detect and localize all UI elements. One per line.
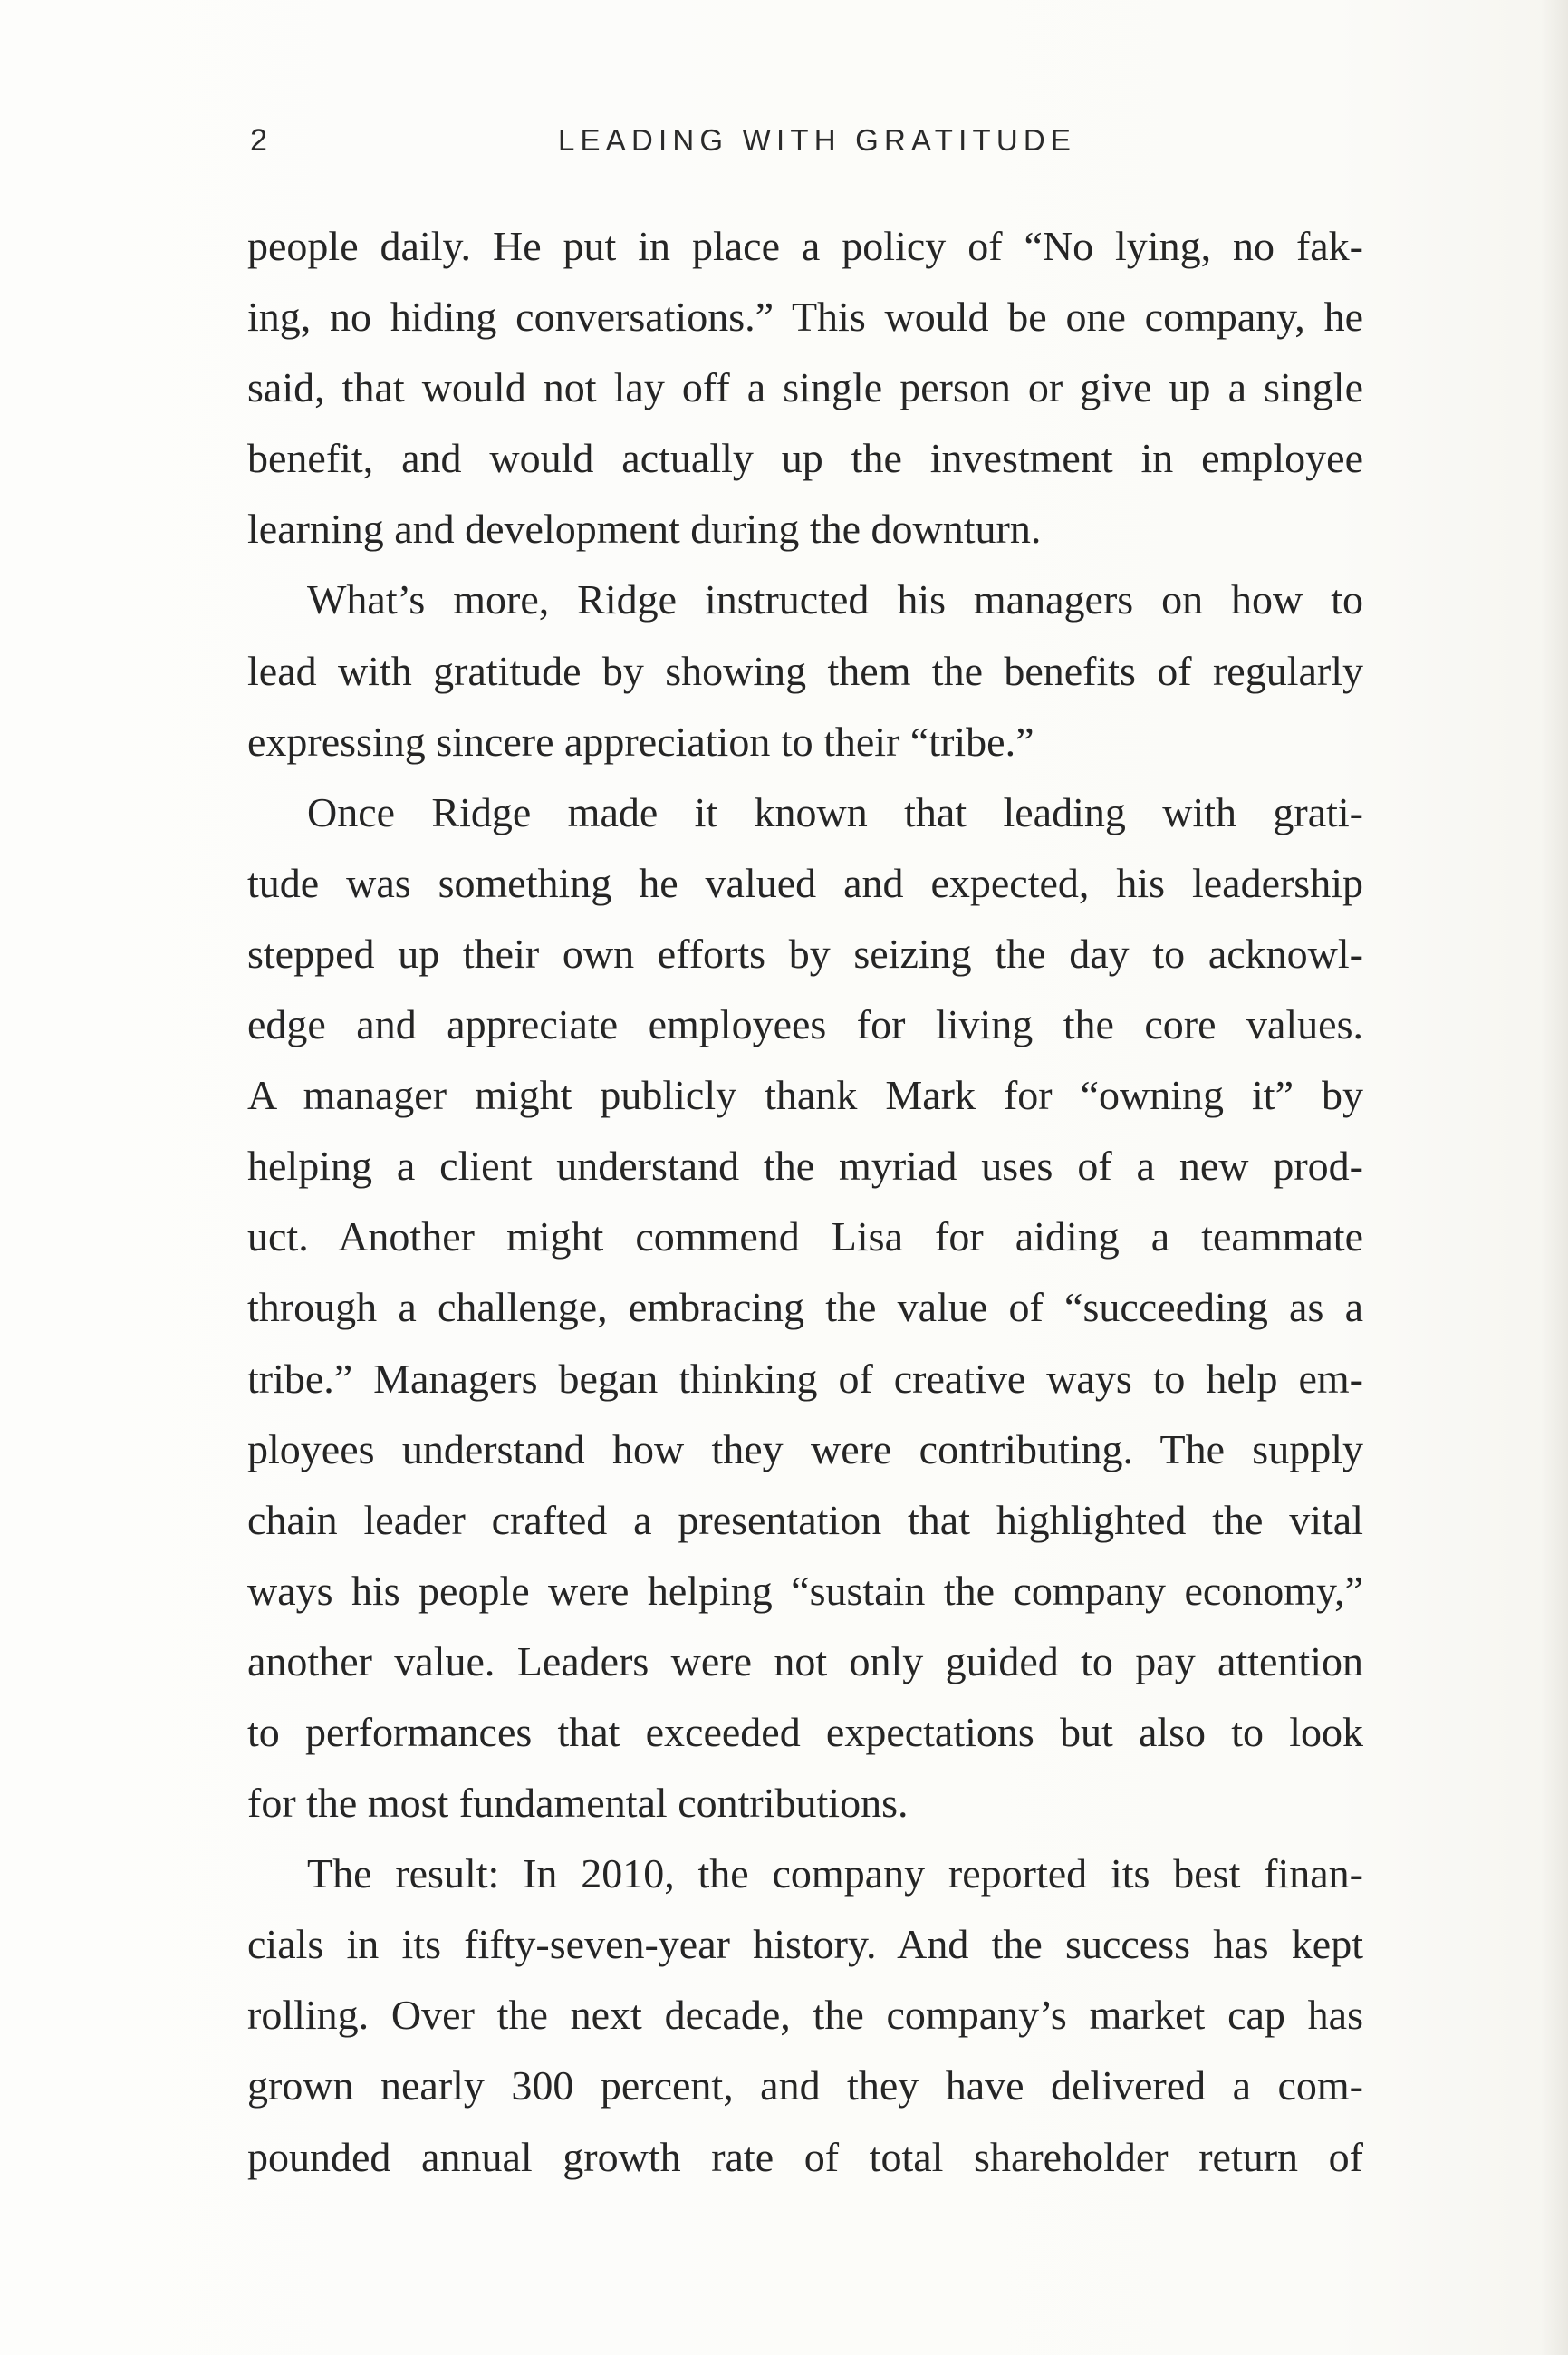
- text-line: ing, no hiding conversations.” This would be one company, he: [247, 294, 1363, 341]
- text-line: benefit, and would actually up the investment in employee: [247, 435, 1363, 482]
- text-line: Once Ridge made it known that leading with grati-: [307, 788, 1363, 835]
- text-line: tribe.” Managers began thinking of creative ways to help em-: [247, 1355, 1363, 1402]
- page-number: 2: [250, 123, 268, 158]
- text-line: edge and appreciate employees for living the core values.: [247, 1001, 1363, 1048]
- text-line: people daily. He put in place a policy of “No lying, no fak-: [247, 223, 1363, 269]
- text-line: grown nearly 300 percent, and they have delivered a com-: [247, 2062, 1363, 2109]
- text-line: cials in its fifty-seven-year history. And the success has kept: [247, 1921, 1363, 1968]
- text-line: The result: In 2010, the company reported its best finan-: [307, 1850, 1363, 1897]
- text-line: chain leader crafted a presentation that highlighted the vital: [247, 1496, 1363, 1543]
- text-line: uct. Another might commend Lisa for aiding a teammate: [247, 1213, 1363, 1260]
- text-line: said, that would not lay off a single person or give up a single: [247, 364, 1363, 411]
- text-line: ways his people were helping “sustain the company economy,”: [247, 1567, 1363, 1614]
- body-text: [247, 211, 1363, 2193]
- text-line: stepped up their own efforts by seizing the day to acknowl-: [247, 930, 1363, 977]
- text-line: What’s more, Ridge instructed his managers on how to: [307, 576, 1363, 623]
- text-line: pounded annual growth rate of total shareholder return of: [247, 2133, 1363, 2180]
- text-line: through a challenge, embracing the value of “succeeding as a: [247, 1284, 1363, 1331]
- running-head: LEADING WITH GRATITUDE: [558, 123, 1077, 157]
- paragraph-3: [247, 777, 1363, 1839]
- text-line: lead with gratitude by showing them the benefits of regularly: [247, 647, 1363, 694]
- text-line: learning and development during the downturn.: [247, 506, 1042, 553]
- paragraph-1: [247, 211, 1363, 565]
- text-line: to performances that exceeded expectations but also to look: [247, 1708, 1363, 1755]
- page-edge-shadow: [1541, 0, 1568, 2355]
- text-line: A manager might publicly thank Mark for “owning it” by: [247, 1072, 1363, 1119]
- paragraph-2: [247, 565, 1363, 777]
- page-header: [0, 123, 1568, 169]
- text-line: another value. Leaders were not only guided to pay attention: [247, 1637, 1363, 1684]
- text-line: expressing sincere appreciation to their “tribe.”: [247, 718, 1034, 765]
- text-line: helping a client understand the myriad uses of a new prod-: [247, 1143, 1363, 1190]
- text-line: tude was something he valued and expected, his leadership: [247, 859, 1363, 906]
- paragraph-4: [247, 1839, 1363, 2192]
- text-line: for the most fundamental contributions.: [247, 1780, 909, 1827]
- text-line: ployees understand how they were contributing. The supply: [247, 1425, 1363, 1472]
- text-line: rolling. Over the next decade, the company’s market cap has: [247, 1992, 1363, 2039]
